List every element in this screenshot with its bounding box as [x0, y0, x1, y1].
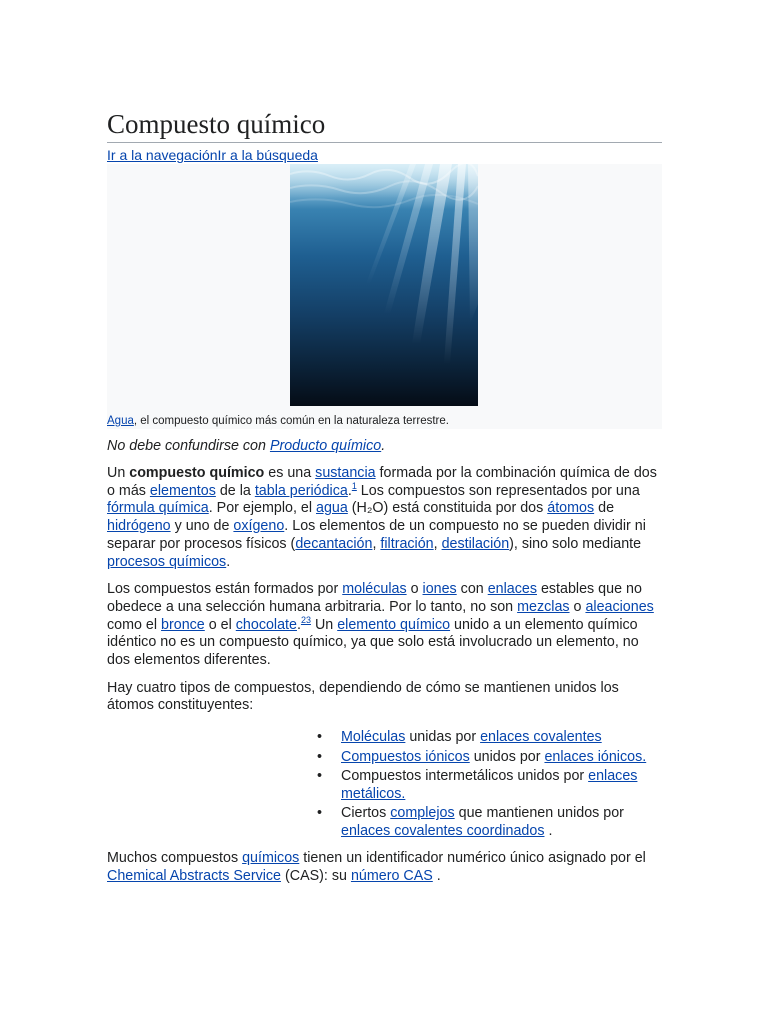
text: Ciertos: [341, 805, 391, 822]
figure-caption: [107, 414, 449, 428]
jump-links: [107, 147, 662, 163]
text: o: [569, 598, 586, 615]
text: Muchos compuestos: [107, 850, 243, 867]
link-moleculas[interactable]: Moléculas: [341, 729, 406, 746]
caption-text: , el compuesto químico más común en la naturaleza terrestre.: [133, 415, 449, 427]
paragraph-1: [107, 465, 662, 571]
caption-link-agua[interactable]: Agua: [107, 415, 134, 427]
text: . Por ejemplo, el: [208, 500, 316, 517]
link-enlaces-metalicos[interactable]: enlaces metálicos.: [341, 768, 638, 802]
link-oxigeno[interactable]: oxígeno: [233, 518, 285, 535]
list-item: [341, 749, 662, 767]
hatnote-period: .: [381, 438, 386, 454]
text: Un: [107, 465, 130, 481]
link-complejos[interactable]: complejos: [390, 805, 455, 822]
text: o: [406, 581, 423, 598]
link-chocolate[interactable]: chocolate: [235, 616, 297, 633]
text: como el: [107, 616, 162, 633]
paragraph-2: [107, 581, 662, 670]
hatnote-link[interactable]: Producto químico: [269, 438, 382, 454]
link-atomos[interactable]: átomos: [547, 500, 595, 517]
text: y uno de: [170, 518, 234, 535]
link-filtracion[interactable]: filtración: [380, 535, 434, 552]
text: .: [296, 616, 301, 633]
compound-types-list: [341, 729, 662, 840]
text: estables que no obedece a una selección humana arbitraria. Por lo tanto, no son: [107, 581, 642, 615]
paragraph-3: Hay cuatro tipos de compuestos, dependiendo de cómo se mantienen unidos los átomos constituyentes:: [107, 679, 619, 714]
water-light-rays: [290, 164, 478, 406]
link-moleculas[interactable]: moléculas: [342, 581, 407, 598]
text: formada por la combinación química de dos o más: [107, 465, 657, 499]
hatnote: [107, 437, 662, 455]
text: unido a un elemento químico idéntico no es un compuesto químico, ya que solo está involucrado un elemento, no dos elementos diferentes.: [107, 616, 639, 669]
text: de: [594, 500, 615, 517]
page-title: Compuesto químico: [107, 108, 662, 143]
text: ,: [372, 535, 381, 552]
hatnote-text: No debe confundirse con: [107, 438, 270, 454]
link-enlaces-covalentes[interactable]: enlaces covalentes: [480, 729, 602, 746]
jump-to-search-link[interactable]: Ir a la búsqueda: [217, 147, 318, 163]
link-enlaces-covalentes-coordinados[interactable]: enlaces covalentes coordinados: [341, 822, 545, 839]
link-elemento-quimico[interactable]: elemento químico: [337, 616, 451, 633]
link-bronce[interactable]: bronce: [161, 616, 205, 633]
link-numero-cas[interactable]: número CAS: [350, 867, 433, 884]
text: Compuestos intermetálicos unidos por: [341, 768, 589, 785]
link-agua[interactable]: agua: [316, 500, 348, 517]
infobox-figure: [107, 164, 662, 429]
link-sustancia[interactable]: sustancia: [315, 465, 376, 481]
link-destilacion[interactable]: destilación: [441, 535, 510, 552]
text: ,: [433, 535, 442, 552]
reference-link[interactable]: 1: [351, 480, 357, 491]
jump-to-navigation-link[interactable]: Ir a la navegación: [107, 147, 218, 163]
text: ), sino solo mediante: [509, 535, 642, 552]
link-hidrogeno[interactable]: hidrógeno: [107, 518, 171, 535]
text: Los compuestos están formados por: [107, 581, 343, 598]
text: .: [226, 553, 231, 570]
text: de la: [215, 482, 255, 499]
link-aleaciones[interactable]: aleaciones: [585, 598, 654, 615]
link-enlaces-ionicos[interactable]: enlaces iónicos.: [544, 748, 647, 765]
link-elementos[interactable]: elementos: [149, 482, 216, 499]
link-enlaces[interactable]: enlaces: [487, 581, 537, 598]
text: con: [456, 581, 488, 598]
bold-term: compuesto químico: [129, 465, 265, 481]
text: Los compuestos son representados por una: [356, 482, 640, 499]
list-item: [341, 768, 662, 803]
text: tienen un identificador numérico único asignado por el: [299, 850, 646, 867]
link-formula-quimica[interactable]: fórmula química: [107, 500, 209, 517]
text: .: [544, 822, 553, 839]
underwater-image[interactable]: [290, 164, 478, 406]
link-tabla-periodica[interactable]: tabla periódica: [254, 482, 348, 499]
link-quimicos[interactable]: químicos: [242, 850, 300, 867]
text: es una: [264, 465, 316, 481]
article: [107, 108, 662, 886]
paragraph-4: [107, 850, 662, 885]
text: . Los elementos de un compuesto no se pueden dividir ni separar por procesos físicos (: [107, 518, 646, 552]
link-iones[interactable]: iones: [422, 581, 457, 598]
link-decantacion[interactable]: decantación: [295, 535, 373, 552]
text: unidos por: [469, 748, 545, 765]
list-item: [341, 805, 662, 840]
text: que mantienen unidos por: [454, 805, 624, 822]
reference-link[interactable]: 23: [300, 614, 311, 625]
link-chemical-abstracts-service[interactable]: Chemical Abstracts Service: [107, 867, 282, 884]
link-mezclas[interactable]: mezclas: [517, 598, 570, 615]
text: unidas por: [405, 729, 481, 746]
text: Un: [310, 616, 338, 633]
link-compuestos-ionicos[interactable]: Compuestos iónicos: [341, 748, 470, 765]
text: .: [432, 867, 441, 884]
link-procesos-quimicos[interactable]: procesos químicos: [107, 553, 227, 570]
list-item: [341, 729, 662, 747]
text: .: [347, 482, 352, 499]
text: (CAS): su: [281, 867, 351, 884]
text: o el: [204, 616, 236, 633]
text: (H₂O) está constituida por dos: [347, 500, 548, 517]
